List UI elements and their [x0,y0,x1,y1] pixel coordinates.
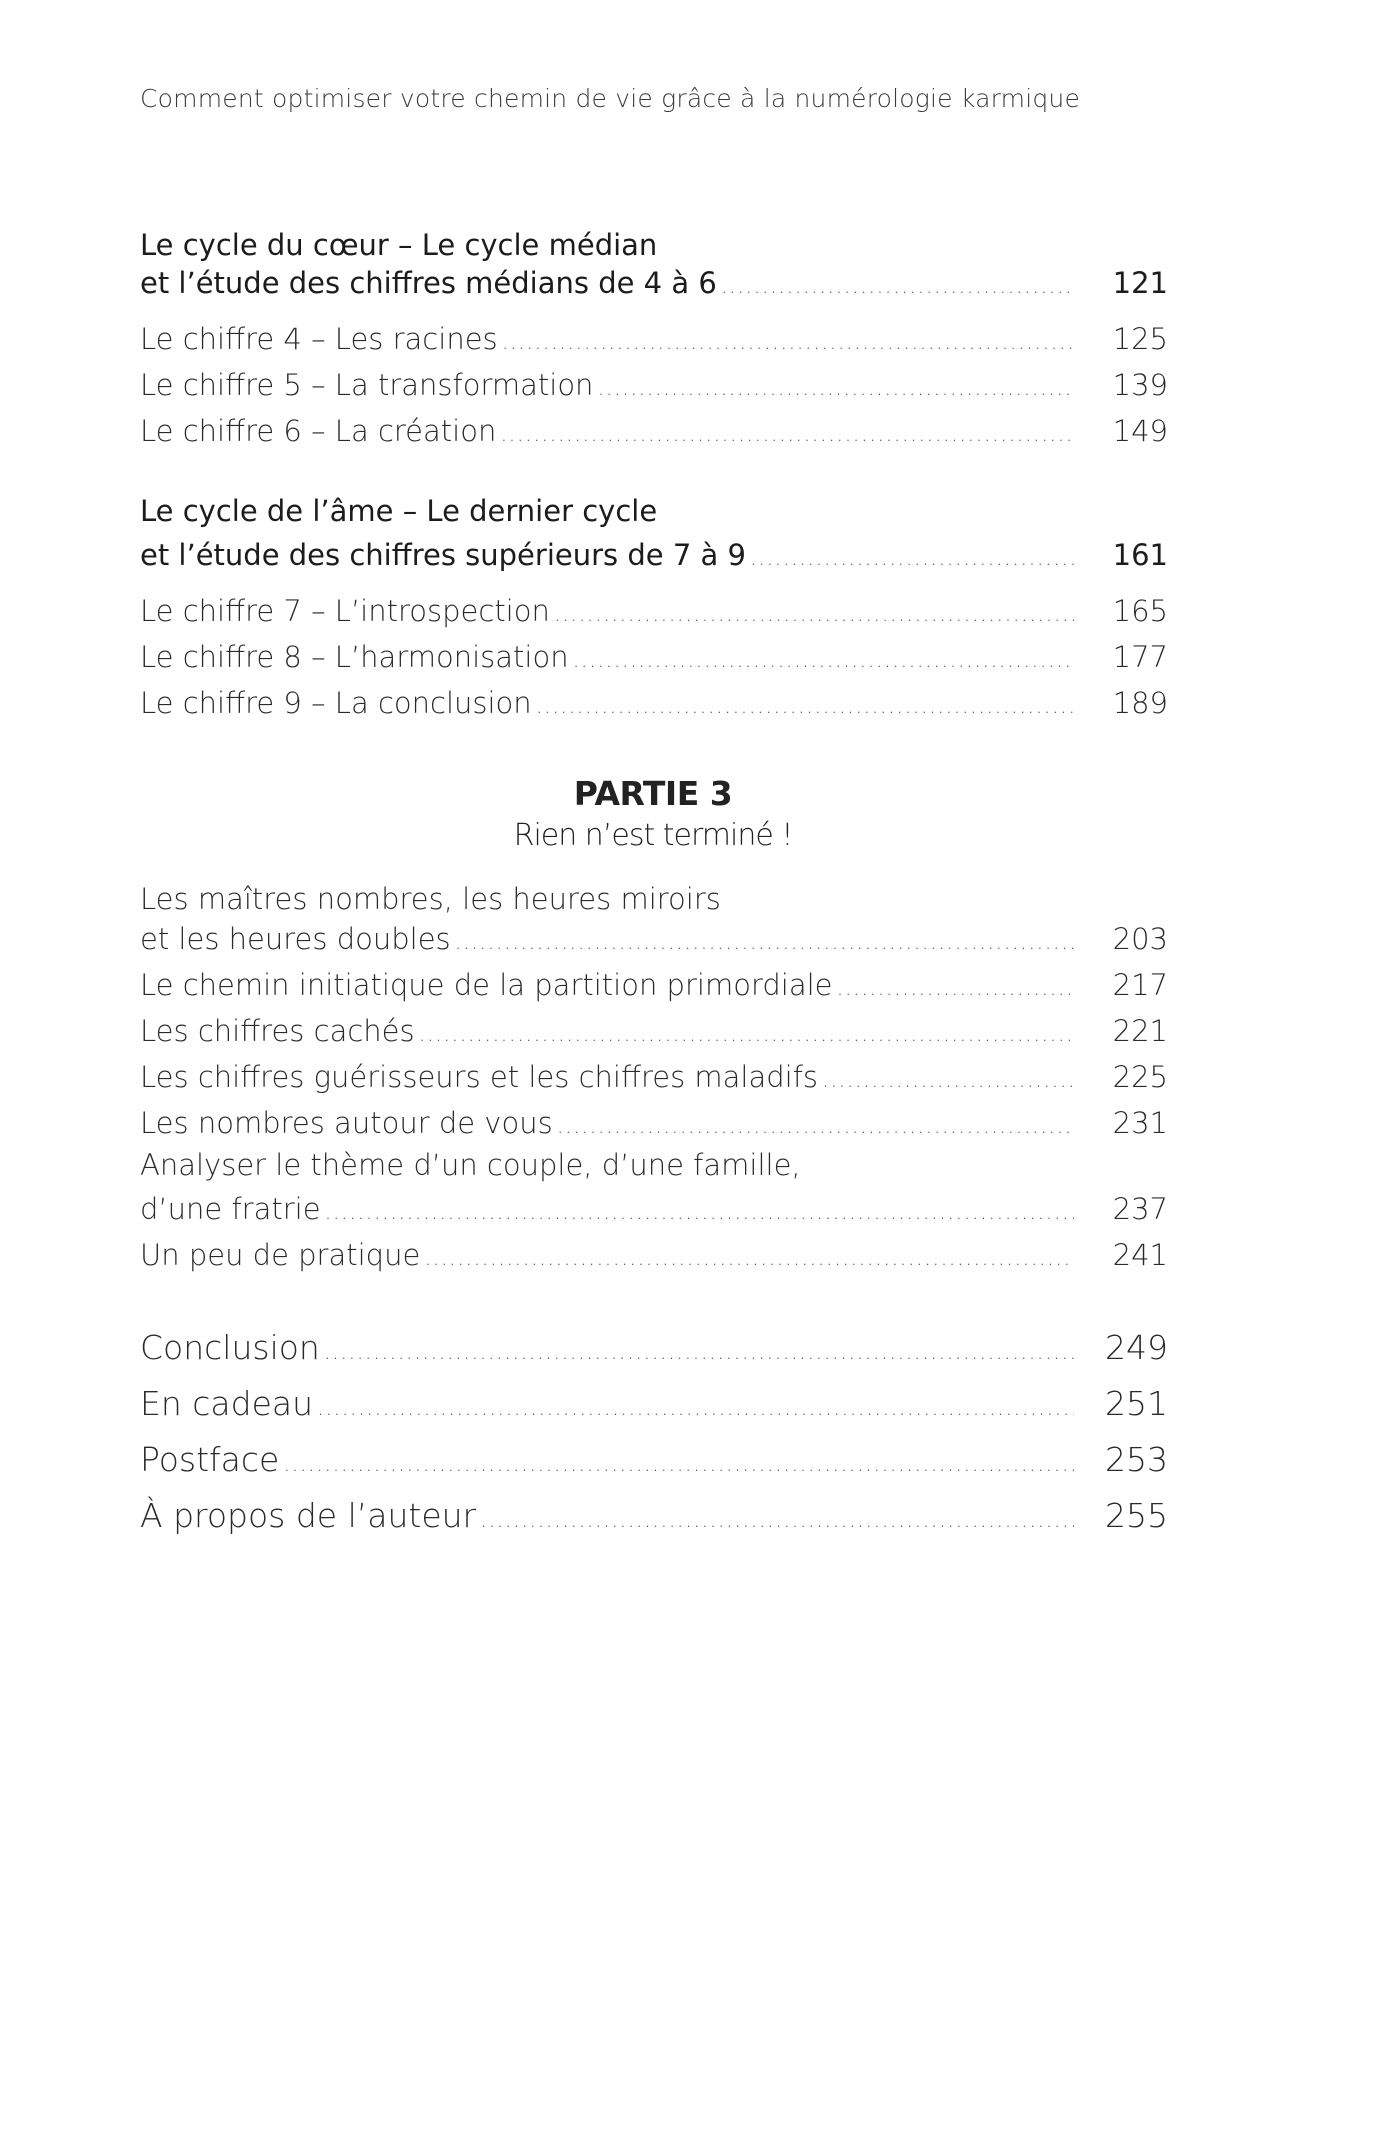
section-title-soul-line1: Le cycle de l’âme – Le dernier cycle [140,494,658,528]
toc-page-number: 241 [1112,1238,1168,1272]
toc-entry-label: Le chiffre 7 – L’introspection [140,594,550,628]
toc-entry-soul-section[interactable] [140,538,1168,582]
toc-entry-label: Le chiffre 9 – La conclusion [140,686,532,720]
dot-leader [837,976,1075,1001]
toc-entry[interactable] [140,922,1168,966]
toc-entry[interactable] [140,1106,1168,1150]
part-subtitle: Rien n’est terminé ! [513,818,793,853]
toc-entry-back-matter[interactable] [140,1384,1168,1428]
dot-leader [317,1396,1074,1421]
toc-entry-heart-section[interactable] [140,266,1168,310]
dot-leader [721,274,1074,299]
toc-entry[interactable] [140,368,1168,412]
toc-entry[interactable] [140,1060,1168,1104]
toc-page-number: 177 [1112,640,1168,674]
toc-entry-label: Un peu de pratique [140,1238,421,1272]
toc-entry-back-matter[interactable] [140,1496,1168,1540]
toc-entry[interactable] [140,1238,1168,1282]
dot-leader [573,648,1074,673]
part-title: PARTIE 3 [573,774,733,813]
toc-entry-label: et l’étude des chiffres médians de 4 à 6 [140,266,717,300]
dot-leader [554,602,1074,627]
toc-page-number: 203 [1112,922,1168,956]
dot-leader [500,422,1074,447]
toc-page-number: 189 [1112,686,1168,720]
dot-leader [325,1200,1074,1225]
toc-entry-label: d’une fratrie [140,1192,321,1226]
toc-page-number: 161 [1112,538,1168,572]
toc-entry-label: Le chiffre 8 – L’harmonisation [140,640,569,674]
toc-entry[interactable] [140,686,1168,730]
toc-entry[interactable] [140,1014,1168,1058]
toc-page-number: 221 [1112,1014,1168,1048]
toc-entry[interactable] [140,594,1168,638]
toc-page-number: 255 [1105,1496,1168,1535]
toc-entry-label: et les heures doubles [140,922,451,956]
dot-leader [822,1068,1074,1093]
toc-page-number: 231 [1112,1106,1168,1140]
toc-entry[interactable] [140,322,1168,366]
dot-leader [536,694,1074,719]
toc-entry[interactable] [140,1192,1168,1236]
toc-entry-label: Conclusion [140,1328,320,1367]
toc-entry-label: et l’étude des chiffres supérieurs de 7 à 9 [140,538,746,572]
toc-entry-label: À propos de l’auteur [140,1496,477,1535]
toc-entry[interactable] [140,968,1168,1012]
dot-leader [557,1114,1074,1139]
toc-entry[interactable] [140,640,1168,684]
toc-entry-back-matter[interactable] [140,1328,1168,1372]
toc-page-number: 125 [1112,322,1168,356]
toc-entry-label: Le chiffre 4 – Les racines [140,322,498,356]
toc-entry-back-matter[interactable] [140,1440,1168,1484]
toc-page-number: 121 [1112,266,1168,300]
toc-entry-label: En cadeau [140,1384,314,1423]
dot-leader [419,1022,1074,1047]
toc-page-number: 139 [1112,368,1168,402]
toc-entry-label: Le chemin initiatique de la partition primordiale [140,968,833,1002]
toc-entry[interactable] [140,414,1168,458]
toc-page-number: 165 [1112,594,1168,628]
section-title-heart-line1: Le cycle du cœur – Le cycle médian [140,228,658,262]
toc-page-number: 253 [1105,1440,1168,1479]
dot-leader [324,1340,1074,1365]
toc-page-number: 149 [1112,414,1168,448]
toc-entry-multiline-line1: Analyser le thème d’un couple, d’une famille, [140,1148,801,1182]
toc-entry-label: Les chiffres guérisseurs et les chiffres maladifs [140,1060,819,1094]
toc-entry-label: Postface [140,1440,280,1479]
toc-entry-label: Les chiffres cachés [140,1014,415,1048]
dot-leader [750,546,1074,571]
toc-page-number: 249 [1105,1328,1168,1367]
dot-leader [455,930,1074,955]
toc-page-number: 225 [1112,1060,1168,1094]
dot-leader [424,1246,1074,1271]
running-header: Comment optimiser votre chemin de vie grâce à la numérologie karmique [140,84,1081,113]
toc-entry-label: Le chiffre 6 – La création [140,414,497,448]
toc-entry-label: Le chiffre 5 – La transformation [140,368,594,402]
toc-page-number: 217 [1112,968,1168,1002]
toc-page-number: 237 [1112,1192,1168,1226]
dot-leader [597,376,1074,401]
dot-leader [502,330,1074,355]
dot-leader [283,1452,1074,1477]
dot-leader [480,1508,1074,1533]
toc-entry-label: Les nombres autour de vous [140,1106,553,1140]
toc-page-number: 251 [1105,1384,1168,1423]
toc-entry-multiline-line1: Les maîtres nombres, les heures miroirs [140,882,721,916]
